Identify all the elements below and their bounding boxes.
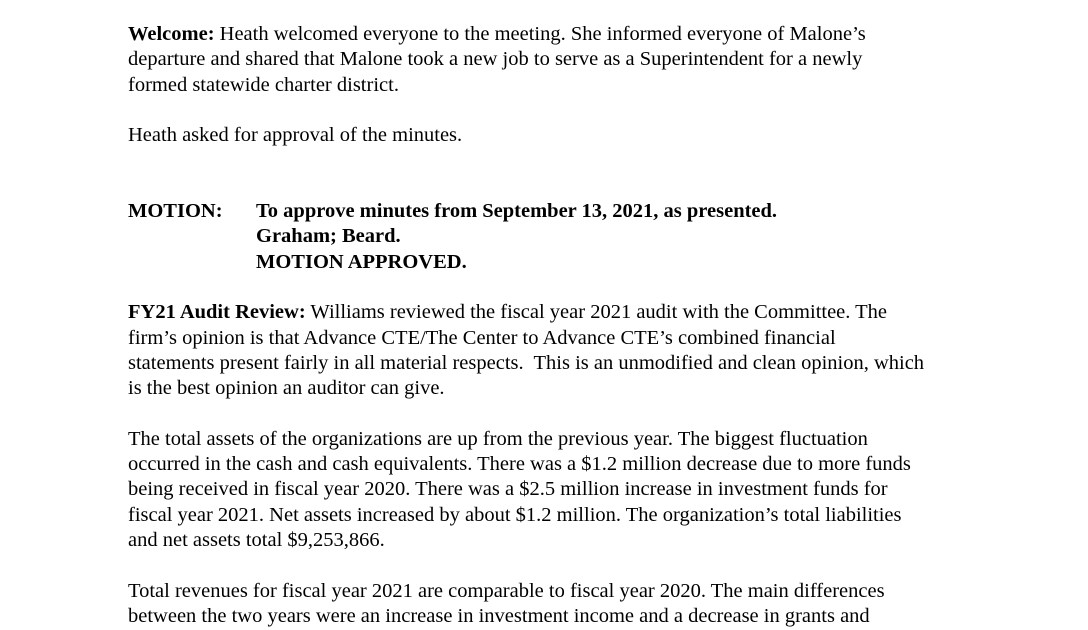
audit-line-3: statements present fairly in all material respects. This is an unmodified and clean opinion, which — [128, 351, 925, 374]
motion-block — [128, 199, 968, 275]
audit-review-paragraph — [128, 300, 968, 401]
audit-line-4: is the best opinion an auditor can give. — [128, 377, 445, 400]
document-page — [128, 22, 968, 629]
audit-label: FY21 Audit Review: — [128, 301, 306, 324]
motion-line-1: To approve minutes from September 13, 2021, as presented. — [256, 200, 778, 223]
approval-request-paragraph — [128, 123, 968, 148]
motion-label: MOTION: — [128, 200, 223, 223]
welcome-line-1 — [128, 22, 968, 47]
audit-line-2: firm’s opinion is that Advance CTE/The Center to Advance CTE’s combined financial — [128, 326, 836, 349]
audit-line-1 — [128, 300, 968, 325]
assets-line-4: fiscal year 2021. Net assets increased by about $1.2 million. The organization’s total liabilities — [128, 503, 902, 526]
welcome-text-1: Heath welcomed everyone to the meeting. She informed everyone of Malone’s — [214, 23, 866, 45]
revenues-line-2: between the two years were an increase in investment income and a decrease in grants and — [128, 604, 870, 627]
motion-line-2: Graham; Beard. — [256, 225, 401, 248]
assets-paragraph — [128, 427, 968, 553]
welcome-paragraph — [128, 22, 968, 98]
motion-body — [256, 199, 968, 275]
welcome-line-2: departure and shared that Malone took a new job to serve as a Superintendent for a newly — [128, 48, 863, 71]
revenues-line-1: Total revenues for fiscal year 2021 are comparable to fiscal year 2020. The main differences — [128, 579, 885, 602]
welcome-label: Welcome: — [128, 23, 215, 45]
assets-line-2: occurred in the cash and cash equivalents. There was a $1.2 million decrease due to more funds — [128, 453, 911, 476]
welcome-line-3: formed statewide charter district. — [128, 73, 399, 96]
audit-text-1: Williams reviewed the fiscal year 2021 audit with the Committee. The — [305, 301, 888, 324]
assets-line-5: and net assets total $9,253,866. — [128, 528, 385, 551]
assets-line-3: being received in fiscal year 2020. There was a $2.5 million increase in investment funds for — [128, 478, 888, 501]
motion-line-3: MOTION APPROVED. — [256, 250, 467, 273]
approval-request-text: Heath asked for approval of the minutes. — [128, 124, 463, 147]
assets-line-1: The total assets of the organizations are up from the previous year. The biggest fluctuation — [128, 427, 868, 450]
revenues-paragraph — [128, 579, 968, 630]
